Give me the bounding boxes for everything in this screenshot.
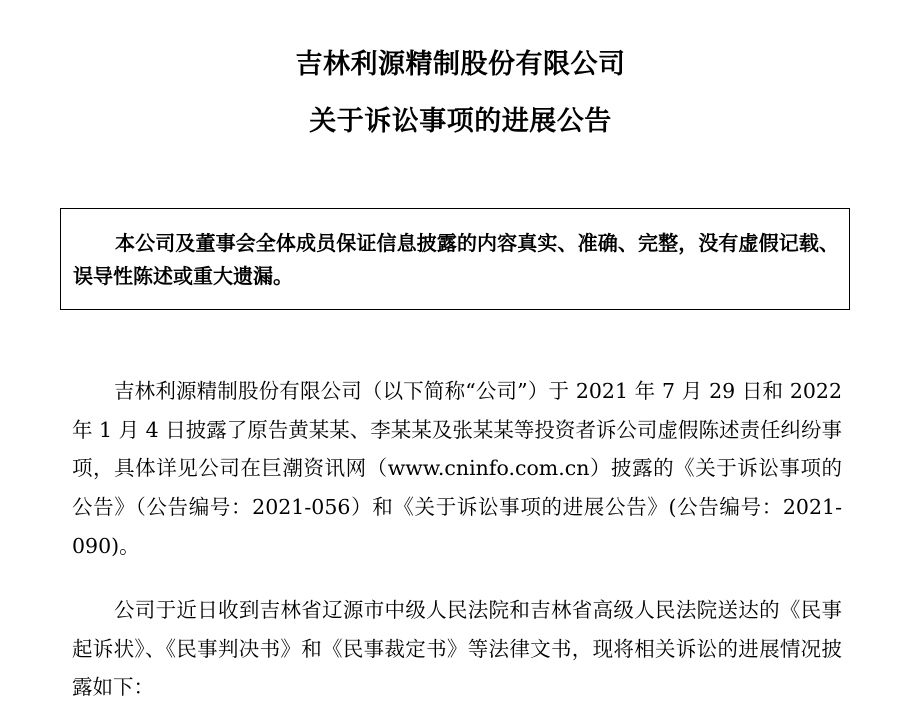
disclaimer-box bbox=[60, 208, 850, 310]
announcement-title: 关于诉讼事项的进展公告 bbox=[309, 106, 612, 137]
company-name-heading: 吉林利源精制股份有限公司 bbox=[295, 49, 626, 80]
body-paragraph-progress: 公司于近日收到吉林省辽源市中级人民法院和吉林省高级人民法院送达的《民事起诉状》、《民事判决书》和《民事裁定书》等法律文书，现将相关诉讼的进展情况披露如下： bbox=[72, 598, 842, 700]
body-paragraph-background: 吉林利源精制股份有限公司（以下简称“公司”）于 2021 年 7 月 29 日和 2022 年 1 月 4 日披露了原告黄某某、李某某及张某某等投资者诉公司虚假陈述责任纠纷事项，具体详见公司在巨潮资讯网（www.cninfo.com.cn）披露的《关于诉讼事项的公告》（公告编号：2021-056）和《关于诉讼事项的进展公告》(公告编号：2021-090)。 bbox=[72, 379, 842, 558]
disclaimer-text: 本公司及董事会全体成员保证信息披露的内容真实、准确、完整，没有虚假记载、误导性陈述或重大遗漏。 bbox=[73, 231, 839, 288]
